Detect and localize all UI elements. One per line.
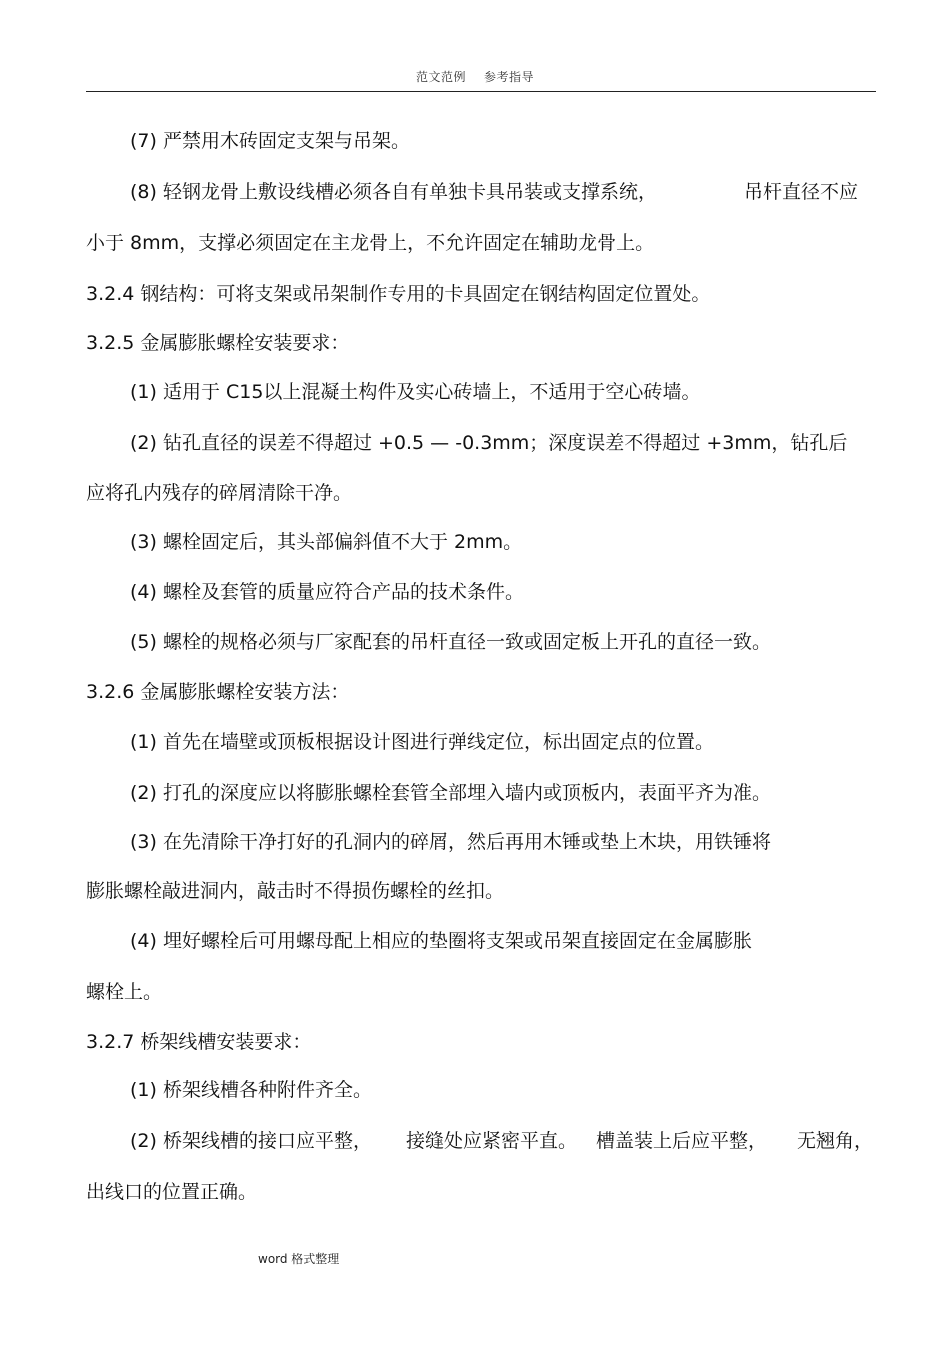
text-line: 小于 8mm，支撑必须固定在主龙骨上，不允许固定在辅助龙骨上。: [86, 232, 655, 254]
text-line: (2) 钻孔直径的误差不得超过 +0.5 — -0.3mm；深度误差不得超过 +3mm，钻孔后: [130, 432, 848, 454]
text-line: (1) 适用于 C15以上混凝土构件及实心砖墙上，不适用于空心砖墙。: [130, 381, 701, 403]
text-line: 应将孔内残存的碎屑清除干净。: [86, 482, 353, 504]
text-line: (4) 埋好螺栓后可用螺母配上相应的垫圈将支架或吊架直接固定在金属膨胀: [130, 930, 752, 952]
text-segment: (2) 桥架线槽的接口应平整，: [130, 1130, 372, 1152]
text-line: (1) 桥架线槽各种附件齐全。: [130, 1079, 372, 1101]
header-divider: [86, 91, 876, 92]
text-segment: (8) 轻钢龙骨上敷设线槽必须各自有单独卡具吊装或支撑系统，: [130, 181, 657, 203]
text-line: (7) 严禁用木砖固定支架与吊架。: [130, 130, 410, 152]
text-line: 螺栓上。: [86, 981, 163, 1003]
text-segment: 吊杆直径不应: [744, 181, 859, 203]
text-line: 出线口的位置正确。: [86, 1181, 258, 1203]
text-line: (5) 螺栓的规格必须与厂家配套的吊杆直径一致或固定板上开孔的直径一致。: [130, 631, 771, 653]
section-heading: 3.2.7 桥架线槽安装要求：: [86, 1031, 312, 1053]
text-line: (2) 打孔的深度应以将膨胀螺栓套管全部埋入墙内或顶板内，表面平齐为准。: [130, 782, 771, 804]
text-segment: 无翘角，: [797, 1130, 874, 1152]
text-line: (3) 在先清除干净打好的孔洞内的碎屑，然后再用木锤或垫上木块，用铁锤将: [130, 831, 771, 853]
section-heading: 3.2.5 金属膨胀螺栓安装要求：: [86, 332, 350, 354]
text-line: (3) 螺栓固定后，其头部偏斜值不大于 2mm。: [130, 531, 523, 553]
text-segment: 槽盖装上后应平整，: [596, 1130, 768, 1152]
text-line: (1) 首先在墙壁或顶板根据设计图进行弹线定位，标出固定点的位置。: [130, 731, 714, 753]
page-header: [0, 68, 950, 85]
header-left-text: 范文范例: [415, 70, 466, 84]
text-line: [130, 1129, 874, 1153]
text-segment: 接缝处应紧密平直。: [406, 1130, 578, 1152]
page-footer: word 格式整理: [258, 1252, 340, 1266]
header-right-text: 参考指导: [484, 70, 535, 84]
text-line: [130, 180, 859, 204]
section-heading: 3.2.6 金属膨胀螺栓安装方法：: [86, 681, 350, 703]
section-heading: 3.2.4 钢结构：可将支架或吊架制作专用的卡具固定在钢结构固定位置处。: [86, 283, 711, 305]
text-line: (4) 螺栓及套管的质量应符合产品的技术条件。: [130, 581, 524, 603]
text-line: 膨胀螺栓敲进洞内，敲击时不得损伤螺栓的丝扣。: [86, 880, 505, 902]
